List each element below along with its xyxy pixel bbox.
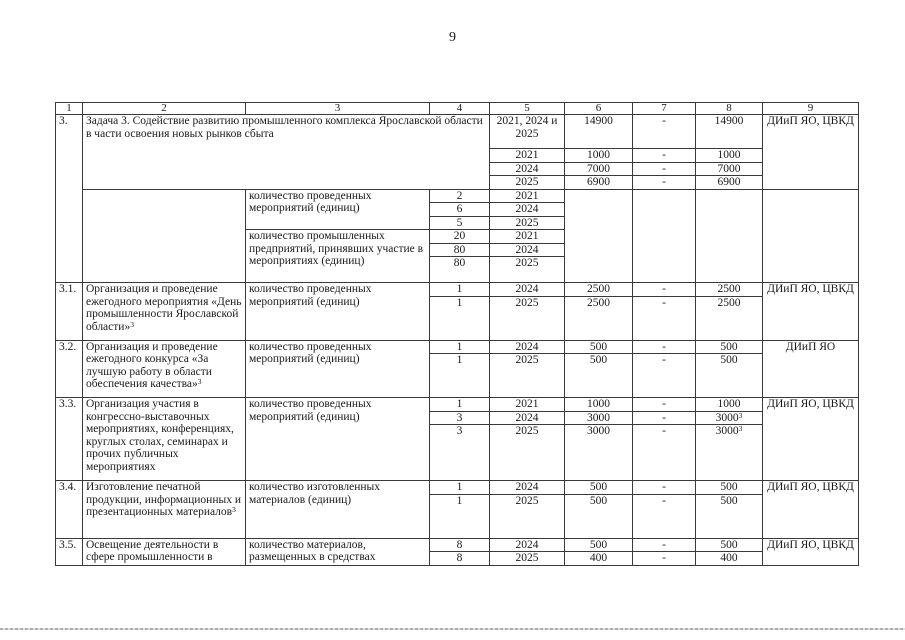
year-cell: 2025 bbox=[490, 296, 565, 340]
amount-cell: 1000 bbox=[696, 398, 763, 412]
year-cell: 2021 bbox=[490, 149, 565, 163]
amount-cell: 3000$^3$ bbox=[696, 425, 763, 481]
indicator-value: 1 bbox=[430, 283, 490, 297]
amount-cell: 500 bbox=[565, 538, 633, 552]
amount-cell: 1000 bbox=[696, 149, 763, 163]
year-cell: 2025 bbox=[490, 494, 565, 538]
amount-cell: - bbox=[633, 354, 696, 398]
amount-cell: 3000$^3$ bbox=[696, 411, 763, 425]
header-cell: 6 bbox=[565, 103, 633, 115]
amount-cell: 14900 bbox=[565, 115, 633, 149]
indicator-label: количество проведенных мероприятий (единиц) bbox=[246, 340, 430, 398]
year-cell: 2025 bbox=[490, 425, 565, 481]
amount-cell: - bbox=[633, 296, 696, 340]
amount-cell: 2500 bbox=[565, 283, 633, 297]
executor-cell: ДИиП ЯО bbox=[763, 340, 859, 398]
amount-cell: 500 bbox=[696, 354, 763, 398]
header-cell: 1 bbox=[56, 103, 83, 115]
table-row bbox=[56, 398, 859, 412]
table-row bbox=[56, 538, 859, 552]
indicator-value: 1 bbox=[430, 494, 490, 538]
executor-cell: ДИиП ЯО, ЦВКД bbox=[763, 283, 859, 341]
table-row bbox=[56, 283, 859, 297]
table-row bbox=[56, 340, 859, 354]
year-cell: 2024 bbox=[490, 538, 565, 552]
executor-cell: ДИиП ЯО, ЦВКД bbox=[763, 538, 859, 565]
header-cell: 5 bbox=[490, 103, 565, 115]
amount-cell: - bbox=[633, 149, 696, 163]
header-cell: 8 bbox=[696, 103, 763, 115]
indicator-label: количество материалов, размещенных в средствах bbox=[246, 538, 430, 565]
table-row bbox=[56, 189, 859, 203]
amount-cell: 500 bbox=[696, 538, 763, 552]
page-number: 9 bbox=[449, 30, 456, 45]
year-cell: 2024 bbox=[490, 340, 565, 354]
year-cell: 2024 bbox=[490, 283, 565, 297]
amount-cell: - bbox=[633, 176, 696, 190]
amount-cell: - bbox=[633, 552, 696, 566]
amount-cell: 400 bbox=[565, 552, 633, 566]
year-cell: 2021, 2024 и 2025 bbox=[490, 115, 565, 149]
row-number: 3.4. bbox=[56, 481, 83, 539]
amount-cell: 500 bbox=[565, 340, 633, 354]
program-table bbox=[55, 102, 859, 566]
indicator-label: количество промышленных предприятий, принявших участие в мероприятиях (единиц) bbox=[246, 230, 430, 283]
header-cell: 7 bbox=[633, 103, 696, 115]
year-cell: 2025 bbox=[490, 176, 565, 190]
empty-cell bbox=[565, 189, 633, 283]
indicator-value: 80 bbox=[430, 257, 490, 283]
amount-cell: 6900 bbox=[696, 176, 763, 190]
empty-cell bbox=[763, 189, 859, 283]
indicator-value: 1 bbox=[430, 340, 490, 354]
amount-cell: - bbox=[633, 481, 696, 495]
year-cell: 2024 bbox=[490, 203, 565, 217]
amount-cell: 14900 bbox=[696, 115, 763, 149]
amount-cell: 2500 bbox=[565, 296, 633, 340]
indicator-value: 6 bbox=[430, 203, 490, 217]
header-cell: 4 bbox=[430, 103, 490, 115]
activity-name: Организация и проведение ежегодного конкурса «За лучшую работу в области обеспечения качества»$^3$ bbox=[83, 340, 246, 398]
indicator-value: 1 bbox=[430, 296, 490, 340]
amount-cell: 6900 bbox=[565, 176, 633, 190]
indicator-value: 1 bbox=[430, 398, 490, 412]
indicator-label: количество проведенных мероприятий (единиц) bbox=[246, 398, 430, 481]
table-row bbox=[56, 481, 859, 495]
row-number: 3.3. bbox=[56, 398, 83, 481]
year-cell: 2021 bbox=[490, 189, 565, 203]
year-cell: 2024 bbox=[490, 243, 565, 257]
indicator-label: количество проведенных мероприятий (единиц) bbox=[246, 283, 430, 341]
amount-cell: 400 bbox=[696, 552, 763, 566]
indicator-value: 1 bbox=[430, 481, 490, 495]
amount-cell: 1000 bbox=[565, 149, 633, 163]
indicator-value: 8 bbox=[430, 552, 490, 566]
executor-cell: ДИиП ЯО, ЦВКД bbox=[763, 398, 859, 481]
indicator-label: количество проведенных мероприятий (единиц) bbox=[246, 189, 430, 230]
year-cell: 2025 bbox=[490, 354, 565, 398]
amount-cell: - bbox=[633, 494, 696, 538]
year-cell: 2021 bbox=[490, 398, 565, 412]
indicator-value: 3 bbox=[430, 411, 490, 425]
year-cell: 2025 bbox=[490, 552, 565, 566]
year-cell: 2025 bbox=[490, 257, 565, 283]
row-number: 3.2. bbox=[56, 340, 83, 398]
amount-cell: 3000 bbox=[565, 411, 633, 425]
indicator-label: количество изготовленных материалов (единиц) bbox=[246, 481, 430, 539]
activity-name: Изготовление печатной продукции, информационных и презентационных материалов$^3$ bbox=[83, 481, 246, 539]
executor-cell: ДИиП ЯО, ЦВКД bbox=[763, 481, 859, 539]
amount-cell: - bbox=[633, 411, 696, 425]
amount-cell: - bbox=[633, 115, 696, 149]
year-cell: 2024 bbox=[490, 411, 565, 425]
indicator-value: 80 bbox=[430, 243, 490, 257]
amount-cell: 3000 bbox=[565, 425, 633, 481]
amount-cell: - bbox=[633, 398, 696, 412]
header-cell: 9 bbox=[763, 103, 859, 115]
header-row bbox=[56, 103, 859, 115]
scan-edge-divider bbox=[0, 628, 905, 630]
row-number: 3.1. bbox=[56, 283, 83, 341]
indicator-value: 20 bbox=[430, 230, 490, 244]
executor-cell: ДИиП ЯО, ЦВКД bbox=[763, 115, 859, 190]
amount-cell: 500 bbox=[565, 354, 633, 398]
amount-cell: 2500 bbox=[696, 283, 763, 297]
indicator-value: 8 bbox=[430, 538, 490, 552]
amount-cell: 500 bbox=[696, 340, 763, 354]
amount-cell: 1000 bbox=[565, 398, 633, 412]
indicator-value: 3 bbox=[430, 425, 490, 481]
amount-cell: 7000 bbox=[565, 162, 633, 176]
empty-cell bbox=[83, 189, 246, 283]
amount-cell: 2500 bbox=[696, 296, 763, 340]
amount-cell: 7000 bbox=[696, 162, 763, 176]
amount-cell: - bbox=[633, 538, 696, 552]
indicator-value: 5 bbox=[430, 216, 490, 230]
amount-cell: - bbox=[633, 425, 696, 481]
header-cell: 3 bbox=[246, 103, 430, 115]
amount-cell: - bbox=[633, 340, 696, 354]
activity-name: Организация и проведение ежегодного мероприятия «День промышленности Ярославской области»$^3$ bbox=[83, 283, 246, 341]
row-number: 3.5. bbox=[56, 538, 83, 565]
row-number: 3. bbox=[56, 115, 83, 283]
amount-cell: - bbox=[633, 283, 696, 297]
amount-cell: 500 bbox=[696, 481, 763, 495]
indicator-value: 2 bbox=[430, 189, 490, 203]
header-cell: 2 bbox=[83, 103, 246, 115]
amount-cell: 500 bbox=[696, 494, 763, 538]
amount-cell: 500 bbox=[565, 481, 633, 495]
year-cell: 2024 bbox=[490, 481, 565, 495]
amount-cell: - bbox=[633, 162, 696, 176]
activity-name: Организация участия в конгрессно-выставочных мероприятиях, конференциях, круглых столах, семинарах и прочих публичных мероприятиях bbox=[83, 398, 246, 481]
empty-cell bbox=[633, 189, 696, 283]
table-row bbox=[56, 115, 859, 149]
amount-cell: 500 bbox=[565, 494, 633, 538]
year-cell: 2021 bbox=[490, 230, 565, 244]
empty-cell bbox=[696, 189, 763, 283]
year-cell: 2025 bbox=[490, 216, 565, 230]
year-cell: 2024 bbox=[490, 162, 565, 176]
task-title: Задача 3. Содействие развитию промышленного комплекса Ярославской области в части освоения новых рынков сбыта bbox=[83, 115, 490, 190]
activity-name: Освещение деятельности в сфере промышленности в bbox=[83, 538, 246, 565]
indicator-value: 1 bbox=[430, 354, 490, 398]
